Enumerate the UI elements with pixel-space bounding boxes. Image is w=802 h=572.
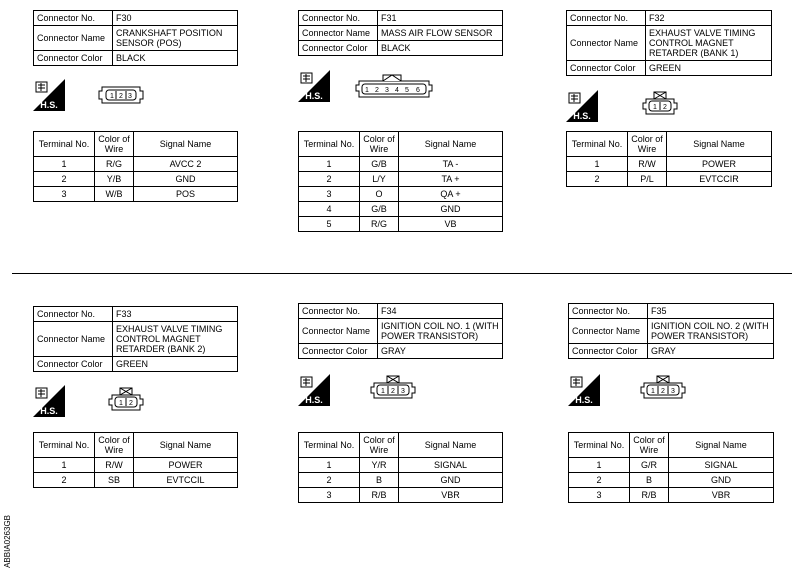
table-cell: GRAY <box>648 344 774 359</box>
table-row <box>299 187 503 202</box>
table-cell: F32 <box>646 11 772 26</box>
connector-f30 <box>33 10 238 66</box>
table-cell: VB <box>399 217 503 232</box>
table-cell: Connector No. <box>34 307 113 322</box>
table-cell: BLACK <box>378 41 503 56</box>
table-row <box>299 217 503 232</box>
table-cell: IGNITION COIL NO. 1 (WITH POWER TRANSISTOR) <box>378 319 503 344</box>
svg-text:H.S.: H.S. <box>40 100 58 110</box>
table-row <box>34 187 238 202</box>
terminal-table-f34 <box>298 432 503 503</box>
connector-info-table <box>33 10 238 66</box>
table-cell: R/W <box>628 157 667 172</box>
table-cell: 2 <box>567 172 628 187</box>
svg-text:H.S.: H.S. <box>40 406 58 416</box>
svg-text:1: 1 <box>110 93 114 100</box>
terminal-table-f31 <box>298 131 503 232</box>
connector-f31 <box>298 10 503 56</box>
table-cell: R/B <box>360 488 399 503</box>
table-cell: F35 <box>648 304 774 319</box>
table-cell: Connector Name <box>567 26 646 61</box>
table-row <box>299 202 503 217</box>
table-cell: G/B <box>360 157 399 172</box>
table-cell: Connector Color <box>299 41 378 56</box>
table-cell: F30 <box>113 11 238 26</box>
table-row <box>569 473 774 488</box>
table-cell: EXHAUST VALVE TIMING CONTROL MAGNET RETARDER (BANK 2) <box>113 322 238 357</box>
svg-text:1: 1 <box>651 388 655 395</box>
harness-side-icon <box>298 70 330 102</box>
table-cell: G/B <box>360 202 399 217</box>
svg-text:3: 3 <box>401 388 405 395</box>
table-cell: Connector Name <box>34 26 113 51</box>
table-cell: SB <box>95 473 134 488</box>
svg-text:H.S.: H.S. <box>573 111 591 121</box>
column-header: Signal Name <box>667 132 772 157</box>
table-row <box>569 458 774 473</box>
table-cell: 3 <box>569 488 630 503</box>
column-header: Color of Wire <box>95 433 134 458</box>
svg-text:H.S.: H.S. <box>305 91 323 101</box>
table-cell: VBR <box>399 488 503 503</box>
table-cell: W/B <box>95 187 134 202</box>
column-header: Signal Name <box>399 433 503 458</box>
table-row <box>299 488 503 503</box>
table-row <box>299 172 503 187</box>
svg-text:4: 4 <box>395 87 399 94</box>
connector-f35 <box>568 303 774 359</box>
table-cell: GREEN <box>113 357 238 372</box>
table-cell: TA - <box>399 157 503 172</box>
table-cell: 2 <box>34 172 95 187</box>
connector-face-icon <box>640 374 686 405</box>
table-cell: F33 <box>113 307 238 322</box>
table-cell: Y/B <box>95 172 134 187</box>
table-cell: MASS AIR FLOW SENSOR <box>378 26 503 41</box>
harness-side-icon <box>568 374 600 406</box>
svg-text:2: 2 <box>119 93 123 100</box>
table-cell: 3 <box>299 187 360 202</box>
svg-text:1: 1 <box>119 400 123 407</box>
connector-face-icon <box>98 85 144 110</box>
table-row <box>299 473 503 488</box>
terminal-table-f33 <box>33 432 238 488</box>
table-row <box>34 473 238 488</box>
table-cell: QA + <box>399 187 503 202</box>
svg-text:1: 1 <box>381 388 385 395</box>
table-cell: 1 <box>34 458 95 473</box>
svg-text:1: 1 <box>653 104 657 111</box>
table-cell: 2 <box>569 473 630 488</box>
table-cell: R/W <box>95 458 134 473</box>
table-row <box>299 157 503 172</box>
table-cell: F31 <box>378 11 503 26</box>
table-cell: Connector Color <box>34 51 113 66</box>
svg-text:1: 1 <box>365 87 369 94</box>
column-header: Terminal No. <box>299 132 360 157</box>
svg-text:H.S.: H.S. <box>575 395 593 405</box>
column-header: Color of Wire <box>630 433 669 458</box>
figure-code: ABBIA0263GB <box>3 515 12 568</box>
connector-f34 <box>298 303 503 359</box>
table-cell: GND <box>669 473 774 488</box>
table-row <box>299 458 503 473</box>
harness-side-icon <box>33 79 65 111</box>
table-cell: P/L <box>628 172 667 187</box>
svg-text:H.S.: H.S. <box>305 395 323 405</box>
table-cell: B <box>630 473 669 488</box>
table-cell: GND <box>134 172 238 187</box>
table-cell: L/Y <box>360 172 399 187</box>
table-cell: Connector Color <box>299 344 378 359</box>
table-cell: 1 <box>299 458 360 473</box>
table-cell: 1 <box>34 157 95 172</box>
svg-text:3: 3 <box>128 93 132 100</box>
table-cell: BLACK <box>113 51 238 66</box>
table-cell: GND <box>399 473 503 488</box>
svg-text:2: 2 <box>129 400 133 407</box>
table-row <box>567 172 772 187</box>
table-cell: EVTCCIL <box>134 473 238 488</box>
table-cell: GRAY <box>378 344 503 359</box>
table-cell: O <box>360 187 399 202</box>
svg-text:5: 5 <box>405 87 409 94</box>
table-cell: POS <box>134 187 238 202</box>
column-header: Terminal No. <box>34 132 95 157</box>
table-cell: Connector Color <box>569 344 648 359</box>
table-cell: 3 <box>299 488 360 503</box>
section-divider <box>12 273 792 274</box>
table-cell: VBR <box>669 488 774 503</box>
table-cell: SIGNAL <box>399 458 503 473</box>
table-cell: 1 <box>567 157 628 172</box>
table-cell: Connector Color <box>34 357 113 372</box>
table-cell: IGNITION COIL NO. 2 (WITH POWER TRANSISTOR) <box>648 319 774 344</box>
table-cell: GND <box>399 202 503 217</box>
table-cell: B <box>360 473 399 488</box>
table-cell: 4 <box>299 202 360 217</box>
connector-face-icon <box>370 374 416 405</box>
table-cell: 2 <box>34 473 95 488</box>
table-cell: Connector Name <box>299 319 378 344</box>
table-row <box>34 172 238 187</box>
table-cell: Connector Name <box>34 322 113 357</box>
column-header: Color of Wire <box>95 132 134 157</box>
column-header: Signal Name <box>669 433 774 458</box>
connector-face-icon <box>108 386 144 417</box>
column-header: Terminal No. <box>299 433 360 458</box>
table-cell: G/R <box>630 458 669 473</box>
table-cell: Connector No. <box>299 11 378 26</box>
table-cell: TA + <box>399 172 503 187</box>
table-cell: CRANKSHAFT POSITION SENSOR (POS) <box>113 26 238 51</box>
svg-text:3: 3 <box>671 388 675 395</box>
table-cell: 2 <box>299 172 360 187</box>
column-header: Signal Name <box>134 433 238 458</box>
svg-text:2: 2 <box>375 87 379 94</box>
table-cell: Connector Name <box>299 26 378 41</box>
table-cell: AVCC 2 <box>134 157 238 172</box>
column-header: Signal Name <box>134 132 238 157</box>
table-cell: Y/R <box>360 458 399 473</box>
table-cell: Connector No. <box>567 11 646 26</box>
column-header: Color of Wire <box>628 132 667 157</box>
column-header: Signal Name <box>399 132 503 157</box>
table-cell: Connector No. <box>299 304 378 319</box>
table-cell: 1 <box>569 458 630 473</box>
column-header: Color of Wire <box>360 433 399 458</box>
column-header: Color of Wire <box>360 132 399 157</box>
connector-face-icon <box>642 90 678 121</box>
table-cell: R/G <box>360 217 399 232</box>
terminal-table-f30 <box>33 131 238 202</box>
table-cell: 5 <box>299 217 360 232</box>
column-header: Terminal No. <box>569 433 630 458</box>
table-cell: EXHAUST VALVE TIMING CONTROL MAGNET RETARDER (BANK 1) <box>646 26 772 61</box>
table-cell: GREEN <box>646 61 772 76</box>
table-cell: POWER <box>667 157 772 172</box>
connector-f32 <box>566 10 772 76</box>
table-row <box>567 157 772 172</box>
table-cell: POWER <box>134 458 238 473</box>
column-header: Terminal No. <box>567 132 628 157</box>
table-cell: R/G <box>95 157 134 172</box>
harness-side-icon <box>33 385 65 417</box>
svg-text:3: 3 <box>385 87 389 94</box>
connector-face-icon <box>355 73 433 104</box>
terminal-table-f32 <box>566 131 772 187</box>
table-cell: Connector No. <box>34 11 113 26</box>
harness-side-icon <box>566 90 598 122</box>
connector-f33 <box>33 306 238 372</box>
column-header: Terminal No. <box>34 433 95 458</box>
table-cell: Connector Color <box>567 61 646 76</box>
table-cell: 1 <box>299 157 360 172</box>
table-row <box>569 488 774 503</box>
table-cell: F34 <box>378 304 503 319</box>
svg-text:2: 2 <box>391 388 395 395</box>
harness-side-icon <box>298 374 330 406</box>
svg-text:2: 2 <box>661 388 665 395</box>
table-row <box>34 458 238 473</box>
svg-text:2: 2 <box>663 104 667 111</box>
table-cell: 3 <box>34 187 95 202</box>
terminal-table-f35 <box>568 432 774 503</box>
table-cell: Connector Name <box>569 319 648 344</box>
table-cell: 2 <box>299 473 360 488</box>
table-cell: EVTCCIR <box>667 172 772 187</box>
table-row <box>34 157 238 172</box>
svg-text:6: 6 <box>416 87 420 94</box>
table-cell: SIGNAL <box>669 458 774 473</box>
table-cell: Connector No. <box>569 304 648 319</box>
table-cell: R/B <box>630 488 669 503</box>
